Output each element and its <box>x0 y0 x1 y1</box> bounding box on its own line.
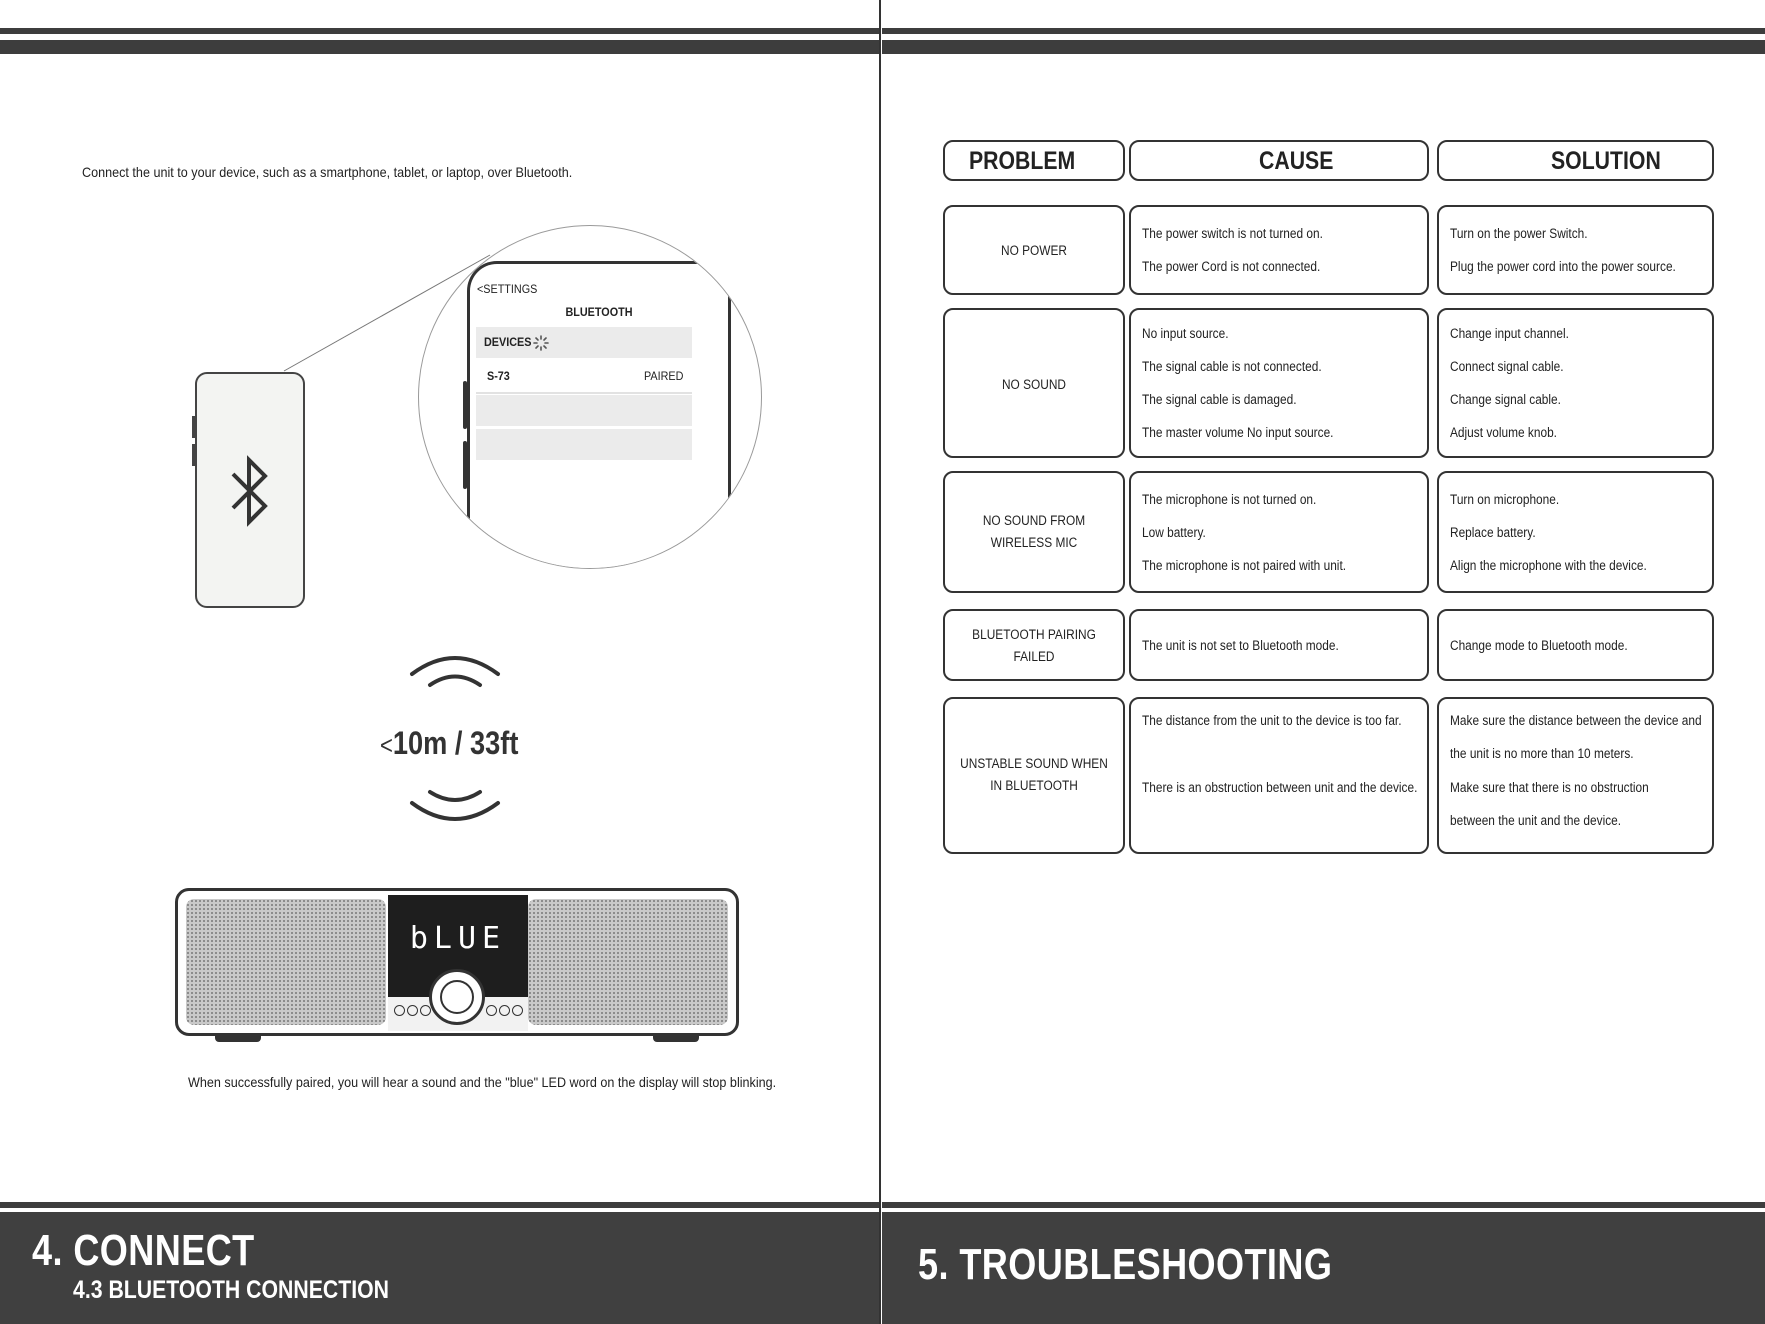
cause-text: The power switch is not turned on. <box>1142 226 1323 241</box>
solution-text: between the unit and the device. <box>1450 813 1622 828</box>
cause-text: The unit is not set to Bluetooth mode. <box>1142 638 1339 653</box>
phone-zoom-circle <box>418 225 762 569</box>
solution-text: Change signal cable. <box>1450 392 1561 407</box>
header-problem <box>943 140 1125 181</box>
phone-illustration <box>195 372 305 608</box>
settings-back-link: <SETTINGS <box>477 282 538 296</box>
problem-line: NO SOUND FROM <box>982 513 1086 528</box>
header-solution <box>1437 140 1714 181</box>
speaker-grille-right <box>528 899 728 1025</box>
speaker-body <box>175 888 739 1036</box>
problem-line: BLUETOOTH PAIRING <box>972 627 1096 642</box>
cause-text: The master volume No input source. <box>1142 425 1334 440</box>
solution-text: Turn on the power Switch. <box>1450 226 1588 241</box>
cause-text: Low battery. <box>1142 525 1206 540</box>
empty-list-row <box>476 395 692 426</box>
solution-text: Make sure that there is no obstruction <box>1450 780 1649 795</box>
range-prefix: < <box>380 730 393 760</box>
speaker-button <box>407 1005 418 1016</box>
right-page <box>882 0 1765 1324</box>
left-footer <box>0 1212 879 1324</box>
section-subtitle: 4.3 BLUETOOTH CONNECTION <box>73 1276 390 1304</box>
signal-waves-bottom-icon <box>400 780 510 840</box>
cause-text: There is an obstruction between unit and the device. <box>1142 780 1418 795</box>
solution-text: Change mode to Bluetooth mode. <box>1450 638 1628 653</box>
top-rule-thick <box>882 40 1765 54</box>
solution-text: Turn on microphone. <box>1450 492 1560 507</box>
problem-line: IN BLUETOOTH <box>990 778 1078 793</box>
section-title: 5. TROUBLESHOOTING <box>918 1240 1333 1289</box>
bottom-rule-thin <box>0 1202 879 1208</box>
phone-screen <box>467 261 731 569</box>
intro-text: Connect the unit to your device, such as a smartphone, tablet, or laptop, over Bluetooth. <box>82 164 573 180</box>
speaker-foot <box>215 1036 261 1042</box>
header-cause-label: CAUSE <box>1259 147 1334 175</box>
cause-text: The power Cord is not connected. <box>1142 259 1321 274</box>
section-title: 4. CONNECT <box>32 1226 255 1275</box>
devices-label: DEVICES <box>484 335 532 349</box>
cause-text: The signal cable is not connected. <box>1142 359 1322 374</box>
problem-line: UNSTABLE SOUND WHEN <box>960 756 1108 771</box>
cause-text: The distance from the unit to the device is too far. <box>1142 713 1402 728</box>
bluetooth-icon <box>227 454 275 528</box>
speaker-foot <box>653 1036 699 1042</box>
solution-text: Replace battery. <box>1450 525 1536 540</box>
solution-cell <box>1437 205 1714 295</box>
speaker-button <box>394 1005 405 1016</box>
paired-device-row <box>476 361 692 394</box>
problem-line: NO POWER <box>1000 243 1067 258</box>
speaker-illustration <box>175 888 739 1038</box>
loading-spinner-icon <box>533 335 549 351</box>
speaker-button <box>486 1005 497 1016</box>
solution-text: Connect signal cable. <box>1450 359 1564 374</box>
left-page <box>0 0 881 1324</box>
top-rule-thin <box>882 28 1765 34</box>
problem-line: FAILED <box>1013 649 1055 664</box>
solution-text: Align the microphone with the device. <box>1450 558 1647 573</box>
device-status: PAIRED <box>644 369 684 383</box>
signal-waves-top-icon <box>400 640 510 700</box>
solution-text: Make sure the distance between the device and <box>1450 713 1702 728</box>
speaker-grille-left <box>186 899 386 1025</box>
right-footer <box>882 1212 1765 1324</box>
cause-cell <box>1129 205 1429 295</box>
problem-line: WIRELESS MIC <box>990 535 1078 550</box>
header-problem-label: PROBLEM <box>969 147 1076 175</box>
empty-list-row <box>476 429 692 460</box>
bluetooth-screen-title: BLUETOOTH <box>565 305 633 319</box>
cause-text: The signal cable is damaged. <box>1142 392 1297 407</box>
cause-text: No input source. <box>1142 326 1229 341</box>
speaker-button <box>499 1005 510 1016</box>
problem-text <box>954 624 1114 668</box>
devices-row <box>476 327 692 358</box>
phone-side-button <box>192 416 195 438</box>
problem-line: NO SOUND <box>1001 377 1067 392</box>
problem-text <box>954 753 1114 797</box>
bottom-rule-thin <box>882 1202 1765 1208</box>
problem-text <box>954 510 1114 554</box>
cause-text: The microphone is not turned on. <box>1142 492 1317 507</box>
volume-knob-icon <box>429 969 485 1025</box>
bluetooth-range-label <box>380 725 518 762</box>
header-cause <box>1129 140 1429 181</box>
speaker-button <box>512 1005 523 1016</box>
led-display-text: bLUE <box>409 921 507 956</box>
solution-text: Plug the power cord into the power source. <box>1450 259 1676 274</box>
header-solution-label: SOLUTION <box>1551 147 1661 175</box>
device-name: S-73 <box>487 369 510 383</box>
pairing-caption: When successfully paired, you will hear a sound and the "blue" LED word on the display will stop blinking. <box>188 1074 777 1090</box>
problem-text <box>954 240 1114 262</box>
speaker-button <box>420 1005 431 1016</box>
solution-text: Change input channel. <box>1450 326 1569 341</box>
problem-text <box>954 374 1114 396</box>
solution-text: the unit is no more than 10 meters. <box>1450 746 1634 761</box>
solution-text: Adjust volume knob. <box>1450 425 1557 440</box>
phone-side-button <box>192 444 195 466</box>
cause-text: The microphone is not paired with unit. <box>1142 558 1347 573</box>
range-value: 10m / 33ft <box>392 725 519 761</box>
